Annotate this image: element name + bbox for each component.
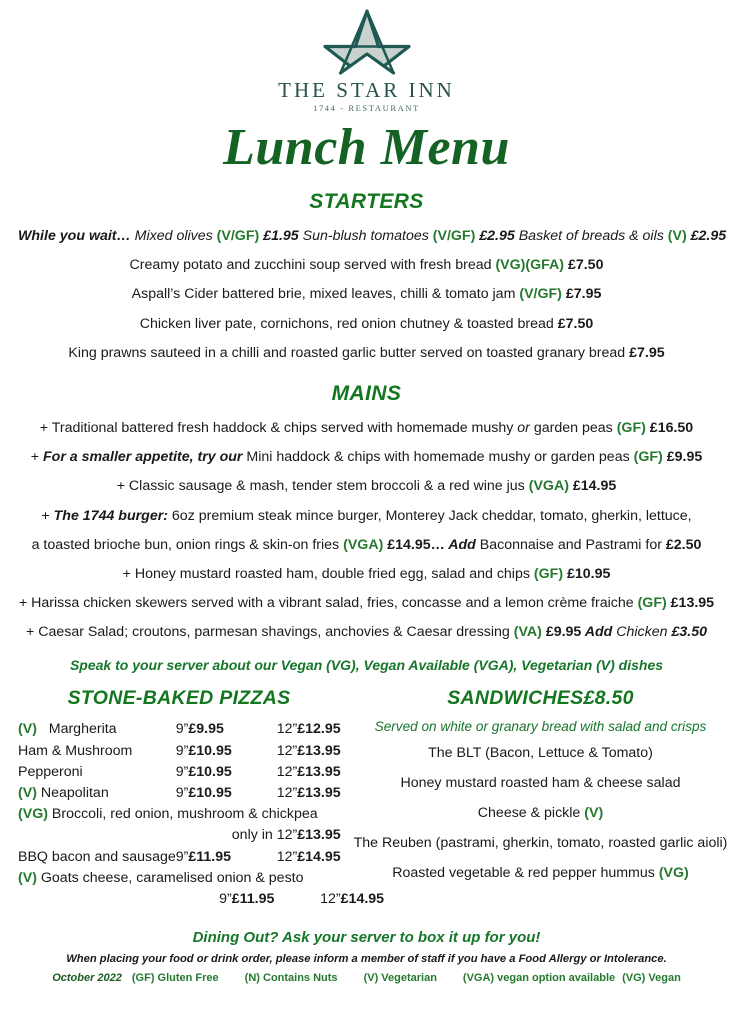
- section-heading-starters: STARTERS: [309, 189, 424, 213]
- sandwiches-column: [348, 687, 733, 910]
- menu-item-segments: [19, 595, 714, 611]
- menu-item: [0, 222, 733, 251]
- text-segment: (GF): [616, 420, 646, 436]
- text-segment: (VG)(GFA): [495, 257, 565, 274]
- text-segment: For a smaller appetite, try our: [42, 449, 243, 466]
- menu-item-segments: [41, 508, 691, 524]
- pizza-price-large: £13.95: [297, 785, 341, 802]
- menu-item: [0, 501, 733, 530]
- pizza-name: BBQ bacon and sausage: [18, 848, 176, 865]
- pizza-tag: (VG): [18, 806, 48, 823]
- starters-list: [0, 222, 733, 368]
- legend-item-vga: (VGA) vegan option available: [462, 972, 616, 984]
- sandwich-name: Roasted vegetable & red pepper hummus: [392, 864, 659, 881]
- pizza-name-cell: [18, 719, 176, 740]
- table-row: [18, 867, 384, 888]
- menu-item-segments: [131, 228, 726, 244]
- restaurant-tagline: 1744 - RESTAURANT: [313, 103, 420, 114]
- menu-item-segments: [123, 566, 611, 582]
- pizza-price-small: £10.95: [188, 742, 232, 759]
- text-segment: £7.95: [629, 344, 665, 361]
- pizza-name: Pepperoni: [18, 763, 83, 780]
- text-segment: £9.95: [541, 624, 582, 641]
- menu-footer: [0, 929, 733, 984]
- sandwiches-price: £8.50: [583, 686, 634, 709]
- table-row: [18, 782, 384, 803]
- text-segment: or: [517, 420, 530, 436]
- sandwiches-heading-label: SANDWICHES: [447, 686, 584, 709]
- legend: [0, 972, 733, 984]
- legend-item-gf: (GF) Gluten Free: [131, 972, 219, 984]
- menu-item: [0, 414, 733, 443]
- pizza-name: Neapolitan: [40, 785, 109, 802]
- menu-item-segments: [26, 624, 707, 640]
- list-item: [348, 858, 733, 888]
- menu-item-segments: [31, 449, 702, 465]
- restaurant-logo: [0, 0, 733, 113]
- text-segment: £2.95: [686, 228, 727, 245]
- pizza-size-small: 9”: [175, 721, 189, 738]
- text-segment: £2.50: [665, 536, 702, 553]
- text-segment: £14.95…: [383, 536, 445, 553]
- legend-item-vg: (VG) Vegan: [622, 972, 681, 984]
- pizza-size-large: 12”: [276, 742, 298, 759]
- menu-item-segments: [132, 286, 602, 302]
- pizza-price-small: £11.95: [231, 890, 275, 907]
- text-segment: £9.95: [662, 449, 703, 466]
- text-segment: Basket of breads & oils: [514, 228, 668, 245]
- text-segment: (VGA): [528, 478, 569, 495]
- menu-item: [0, 589, 733, 618]
- menu-item-lead: While you wait…: [18, 228, 131, 245]
- pizza-size-large: 12”: [276, 721, 298, 738]
- text-segment: 6oz premium steak mince burger, Monterey Jack cheddar, tomato, gherkin, lettuce,: [167, 507, 692, 524]
- text-segment: (V/GF): [519, 286, 562, 303]
- pizza-price-small: £9.95: [188, 721, 224, 738]
- dietary-note: Speak to your server about our Vegan (VG), Vegan Available (VGA), Vegetarian (V) dishes: [69, 656, 664, 673]
- text-segment: £10.95: [563, 565, 611, 582]
- text-segment: Sun-blush tomatoes: [298, 228, 433, 245]
- pizza-size-small: 9”: [175, 848, 189, 865]
- sandwich-name: Cheese & pickle: [477, 804, 585, 821]
- text-segment: garden peas: [529, 420, 617, 436]
- pizza-size-small: 9”: [175, 763, 189, 780]
- menu-item-segments: [117, 478, 617, 494]
- text-segment: (VA): [513, 624, 542, 641]
- sandwich-tag: (V): [584, 804, 604, 821]
- table-row: [18, 825, 384, 846]
- text-segment: King prawns sauteed in a chilli and roasted garlic butter served on toasted granary bread: [68, 344, 630, 361]
- menu-item: [0, 251, 733, 280]
- pizza-size-large: 12”: [276, 763, 298, 780]
- text-segment: + Harissa chicken skewers served with a vibrant salad, fries, concasse and a lemon crème fraiche: [18, 595, 638, 612]
- sandwich-name: The Reuben (pastrami, gherkin, tomato, roasted garlic aioli): [353, 834, 728, 851]
- pizza-price-small: £10.95: [188, 763, 232, 780]
- pizza-name-cell: [18, 804, 341, 825]
- list-item: [348, 798, 733, 828]
- pizza-name: Broccoli, red onion, mushroom & chickpea: [51, 806, 318, 823]
- text-segment: +: [41, 507, 54, 524]
- pizza-tag: (V): [18, 721, 37, 738]
- pizza-price-large: £13.95: [297, 742, 341, 759]
- menu-item: [0, 280, 733, 309]
- text-segment: £7.50: [564, 257, 604, 274]
- text-segment: £7.95: [561, 286, 602, 303]
- pizza-size-large: 12”: [276, 785, 298, 802]
- menu-item-segments: [140, 316, 594, 332]
- table-row: [18, 888, 384, 909]
- list-item: [348, 828, 733, 858]
- pizza-name-cell: [18, 761, 176, 782]
- table-row: [18, 719, 384, 740]
- list-item: [348, 738, 733, 768]
- pizza-name: Goats cheese, caramelised onion & pesto: [40, 869, 304, 886]
- text-segment: + Traditional battered fresh haddock & chips served with homemade mushy: [39, 420, 518, 436]
- menu-item-segments: [40, 420, 693, 436]
- text-segment: (V): [667, 228, 687, 245]
- pizza-name-cell: [18, 867, 341, 888]
- lower-columns: [0, 687, 733, 910]
- text-segment: £13.95: [666, 595, 715, 612]
- text-segment: + Honey mustard roasted ham, double fried egg, salad and chips: [122, 565, 534, 582]
- text-segment: (VGA): [343, 536, 384, 553]
- menu-date: October 2022: [52, 972, 122, 984]
- pizza-table-body: [18, 719, 384, 910]
- text-segment: a toasted brioche bun, onion rings & skin-on fries: [31, 536, 344, 553]
- pizza-size-small: 9”: [219, 890, 232, 907]
- menu-item: [0, 309, 733, 338]
- text-segment: Baconnaise and Pastrami for: [475, 536, 666, 553]
- text-segment: + Classic sausage & mash, tender stem broccoli & a red wine jus: [116, 478, 529, 495]
- text-segment: Add: [581, 624, 613, 641]
- pizza-price-large: £13.95: [297, 763, 341, 780]
- text-segment: (GF): [633, 449, 663, 466]
- text-segment: (GF): [637, 595, 667, 612]
- list-item: [348, 768, 733, 798]
- text-segment: £3.50: [671, 624, 707, 641]
- table-row: [18, 761, 384, 782]
- table-row: [18, 804, 384, 825]
- text-segment: Chicken liver pate, cornichons, red onion chutney & toasted bread: [139, 315, 558, 332]
- text-segment: Creamy potato and zucchini soup served with fresh bread: [129, 257, 496, 274]
- text-segment: Add: [444, 536, 476, 553]
- mains-list: [0, 414, 733, 647]
- pizza-price-large: £14.95: [297, 848, 341, 865]
- text-segment: + Caesar Salad; croutons, parmesan shavings, anchovies & Caesar dressing: [26, 624, 514, 641]
- text-segment: £1.95: [259, 228, 299, 245]
- menu-item: [0, 338, 733, 367]
- text-segment: £2.95: [475, 228, 515, 245]
- menu-item-segments: [68, 345, 664, 361]
- menu-item-segments: [130, 257, 604, 273]
- sandwich-tag: (VG): [658, 864, 689, 881]
- menu-item: [0, 618, 733, 647]
- text-segment: (GF): [533, 565, 564, 582]
- pizza-price-small: £11.95: [188, 848, 232, 865]
- pizza-name-cell: [18, 782, 176, 803]
- text-segment: Chicken: [612, 624, 672, 641]
- text-segment: The 1744 burger:: [53, 507, 168, 524]
- pizzas-column: [0, 686, 385, 910]
- menu-item: [0, 443, 733, 472]
- pizza-name: Ham & Mushroom: [18, 742, 133, 759]
- text-segment: +: [30, 449, 43, 466]
- allergy-notice: When placing your food or drink order, please inform a member of staff if you have a Food Allergy or Intolerance.: [66, 953, 667, 965]
- pizza-size-large: 12”: [320, 890, 341, 907]
- dining-out-note: Dining Out? Ask your server to box it up for you!: [192, 929, 541, 946]
- text-segment: Mixed olives: [130, 228, 217, 245]
- section-heading-mains: MAINS: [331, 381, 402, 405]
- pizza-size-small: 9”: [175, 785, 189, 802]
- pizza-size-large: only in 12”: [231, 827, 298, 844]
- page-title: Lunch Menu: [223, 119, 510, 177]
- sandwich-name: Honey mustard roasted ham & cheese salad: [400, 774, 681, 791]
- pizza-tag: (V): [18, 785, 37, 802]
- pizza-size-small: 9”: [175, 742, 189, 759]
- table-row: [18, 740, 384, 761]
- text-segment: (V/GF): [432, 228, 476, 245]
- pizza-name-cell: [18, 846, 176, 867]
- text-segment: Aspall’s Cider battered brie, mixed leaves, chilli & tomato jam: [131, 286, 520, 303]
- pizza-tag: (V): [18, 869, 37, 886]
- pizza-price-large: £14.95: [340, 890, 385, 907]
- section-heading-sandwiches: [348, 687, 733, 710]
- text-segment: Mini haddock & chips with homemade mushy or garden peas: [242, 449, 634, 466]
- pizza-table: [18, 719, 384, 910]
- menu-item: [0, 472, 733, 501]
- sandwich-name: The BLT (Bacon, Lettuce & Tomato): [428, 744, 653, 761]
- pizza-name: Margherita: [48, 721, 117, 738]
- pizza-price-large: £12.95: [297, 721, 341, 738]
- menu-item-segments: [32, 537, 702, 553]
- section-heading-pizzas: STONE-BAKED PIZZAS: [67, 686, 291, 709]
- pizza-name-cell: [18, 740, 176, 761]
- text-segment: £7.50: [557, 315, 594, 332]
- legend-item-v: (V) Vegetarian: [363, 972, 437, 984]
- text-segment: £16.50: [645, 420, 694, 436]
- menu-item: [0, 559, 733, 588]
- pizza-price-large: £13.95: [297, 827, 341, 844]
- restaurant-name: THE STAR INN: [278, 78, 455, 102]
- table-row: [18, 846, 384, 867]
- star-icon: [317, 6, 417, 78]
- text-segment: £14.95: [568, 478, 617, 495]
- pizza-price-small: £10.95: [188, 785, 232, 802]
- legend-item-n: (N) Contains Nuts: [244, 972, 338, 984]
- sandwiches-subtitle: Served on white or granary bread with salad and crisps: [374, 718, 707, 734]
- text-segment: (V/GF): [216, 228, 260, 245]
- pizza-size-large: 12”: [276, 848, 298, 865]
- menu-item: [0, 530, 733, 559]
